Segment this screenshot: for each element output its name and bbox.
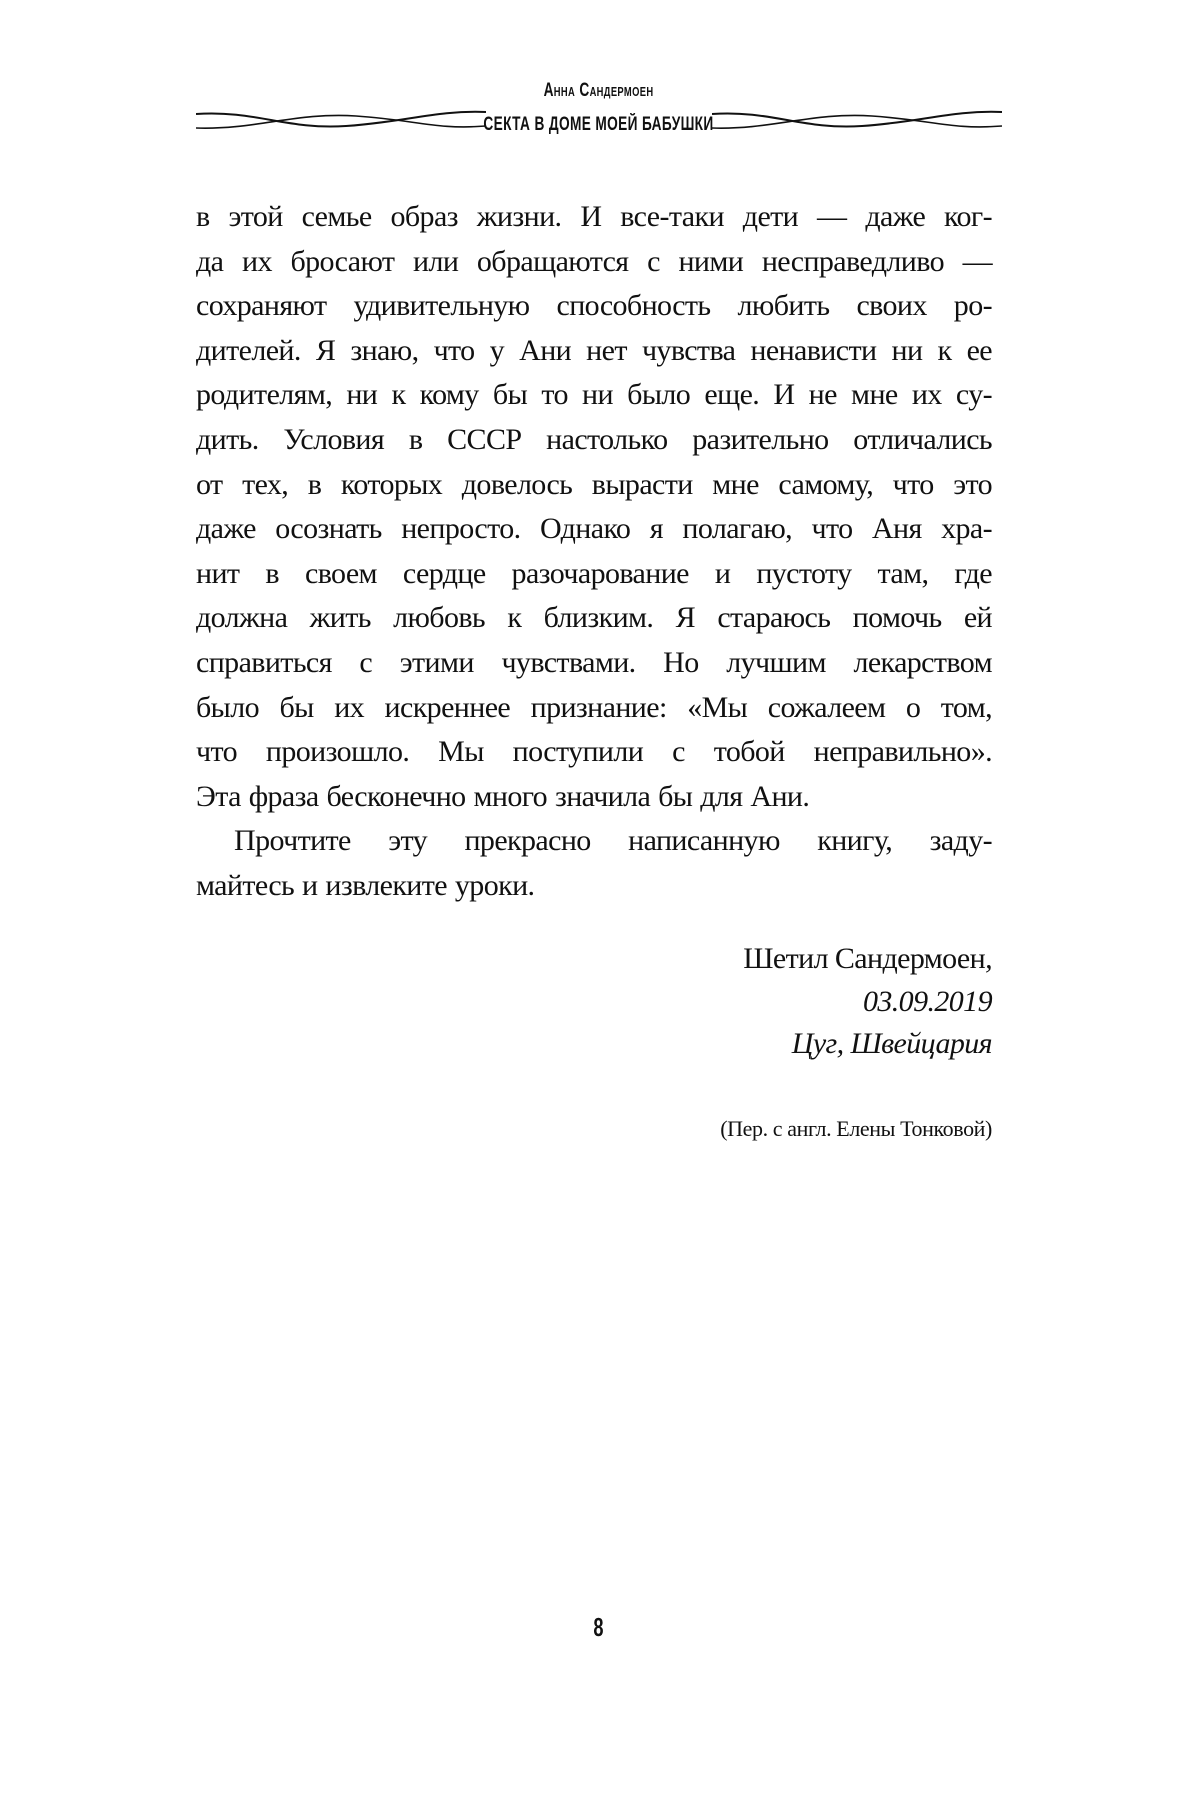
text-line: нит в своем сердце разочарование и пустоту там, где (196, 556, 992, 590)
text-line: майтесь и извлеките уроки. (196, 868, 535, 902)
text-line: дителей. Я знаю, что у Ани нет чувства ненависти ни к ее (196, 333, 992, 367)
text-line: в этой семье образ жизни. И все-таки дети — даже ког- (196, 200, 992, 233)
text-line: Прочтите эту прекрасно написанную книгу, заду- (234, 824, 992, 858)
signature-place: Цуг, Швейцария (791, 1027, 992, 1060)
text-line: справиться с этими чувствами. Но лучшим лекарством (196, 645, 992, 679)
signature-date: 03.09.2019 (862, 985, 992, 1018)
paragraph-1 (196, 195, 992, 909)
signature-name (743, 942, 992, 976)
text-line: Эта фраза бесконечно много значила бы для Ани. (196, 779, 810, 813)
text-line: от тех, в которых довелось вырасти мне самому, что это (196, 467, 992, 501)
text-line: сохраняют удивительную способность любить своих ро- (196, 289, 992, 323)
text-line: должна жить любовь к близким. Я стараюсь помочь ей (196, 601, 992, 635)
page-number: 8 (593, 1612, 604, 1642)
text-line: да их бросают или обращаются с ними несправедливо — (196, 244, 992, 278)
running-header-title: СЕКТА В ДОМЕ МОЕЙ БАБУШКИ (483, 114, 714, 135)
signature-comma: , (985, 942, 992, 975)
signature-name-text: Шетил Сандермоен (743, 942, 986, 975)
translator-note: (Пер. с англ. Елены Тонковой) (720, 1116, 992, 1141)
text-line: родителям, ни к кому бы то ни было еще. И не мне их су- (196, 378, 992, 412)
running-header-author: Анна Сандермоен (543, 80, 654, 101)
text-line: даже осознать непросто. Однако я полагаю, что Аня хра- (196, 512, 992, 546)
text-line: что произошло. Мы поступили с тобой неправильно». (196, 735, 992, 769)
text-line: дить. Условия в СССР настолько разительно отличались (196, 422, 992, 456)
text-line: было бы их искреннее признание: «Мы сожалеем о том, (196, 690, 992, 724)
